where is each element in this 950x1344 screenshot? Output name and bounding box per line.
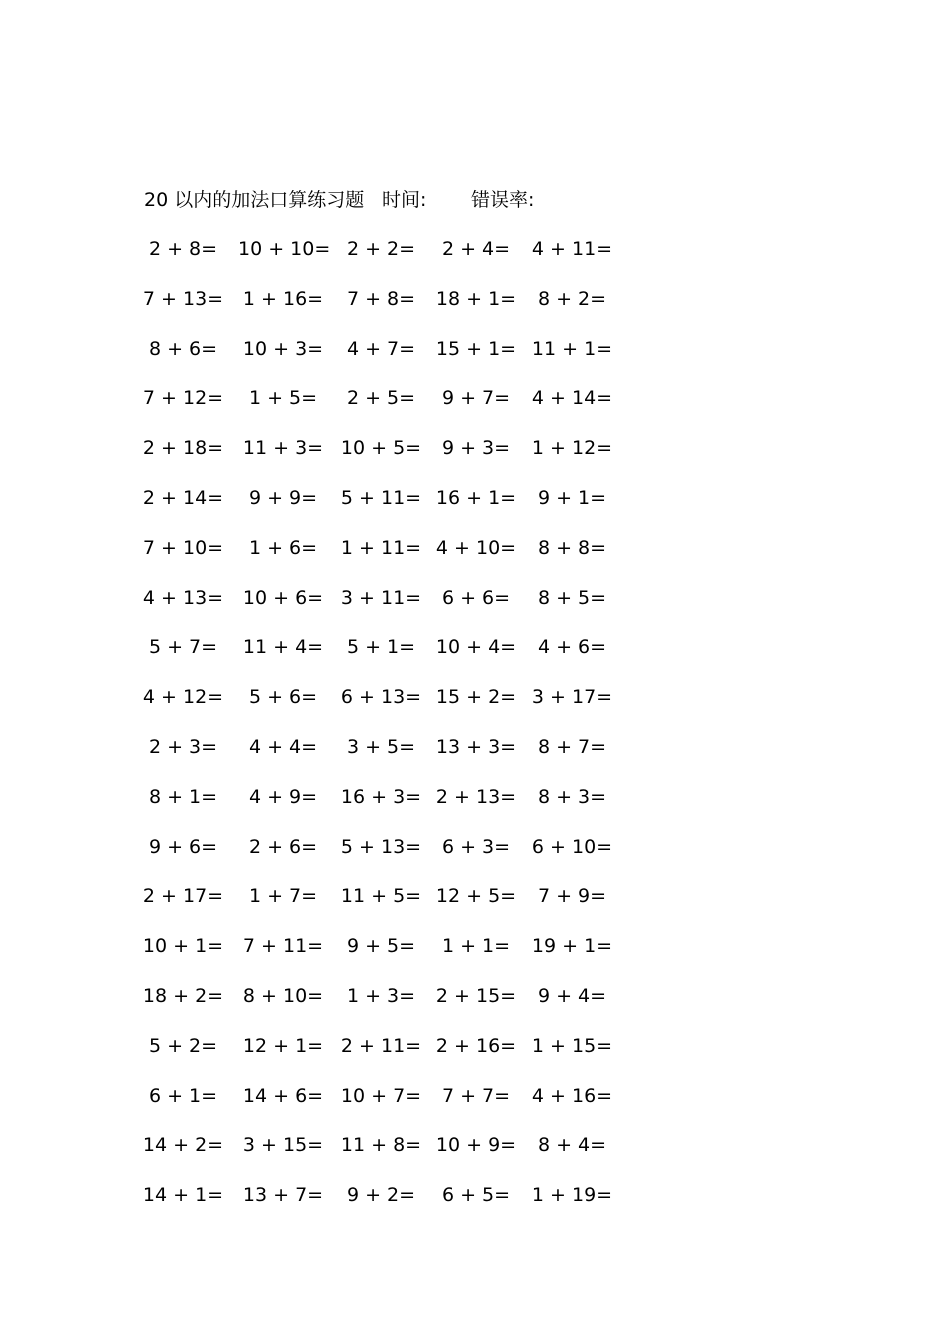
addition-problem: 19 + 1= bbox=[531, 935, 613, 958]
addition-problem: 2 + 2= bbox=[346, 238, 416, 260]
addition-problem: 15 + 1= bbox=[435, 337, 517, 360]
addition-problem: 9 + 9= bbox=[248, 487, 318, 509]
addition-problem: 4 + 10= bbox=[435, 536, 517, 559]
addition-problem: 9 + 5= bbox=[346, 935, 416, 958]
addition-problem: 13 + 7= bbox=[242, 1184, 324, 1207]
addition-problem: 8 + 4= bbox=[537, 1134, 607, 1157]
addition-problem: 13 + 3= bbox=[435, 736, 517, 758]
addition-problem: 4 + 11= bbox=[531, 238, 613, 260]
addition-problem: 3 + 11= bbox=[340, 586, 422, 609]
addition-problem: 6 + 5= bbox=[441, 1184, 511, 1207]
addition-problem: 6 + 3= bbox=[441, 835, 511, 858]
addition-problem: 5 + 2= bbox=[148, 1034, 218, 1057]
addition-problem: 8 + 8= bbox=[537, 536, 607, 559]
addition-problem: 9 + 6= bbox=[148, 835, 218, 858]
addition-problem: 6 + 13= bbox=[340, 686, 422, 709]
addition-problem: 14 + 2= bbox=[142, 1134, 224, 1157]
addition-problem: 11 + 8= bbox=[340, 1134, 422, 1157]
addition-problem: 18 + 1= bbox=[435, 287, 517, 310]
addition-problem: 5 + 6= bbox=[248, 686, 318, 709]
addition-problem: 1 + 15= bbox=[531, 1034, 613, 1057]
addition-problem: 2 + 5= bbox=[346, 387, 416, 410]
addition-problem: 4 + 16= bbox=[531, 1084, 613, 1107]
addition-problem: 5 + 11= bbox=[340, 487, 422, 509]
addition-problem: 8 + 6= bbox=[148, 337, 218, 360]
worksheet-title: 20 以内的加法口算练习题 bbox=[144, 189, 365, 211]
addition-problem: 1 + 7= bbox=[248, 885, 318, 908]
addition-problem: 1 + 12= bbox=[531, 437, 613, 460]
addition-problem: 2 + 18= bbox=[142, 437, 224, 460]
addition-problem: 9 + 4= bbox=[537, 985, 607, 1007]
addition-problem: 10 + 4= bbox=[435, 636, 517, 659]
addition-problem: 8 + 2= bbox=[537, 287, 607, 310]
addition-problem: 6 + 1= bbox=[148, 1084, 218, 1107]
addition-problem: 7 + 13= bbox=[142, 287, 224, 310]
addition-problem: 16 + 1= bbox=[435, 487, 517, 509]
addition-problem: 2 + 17= bbox=[142, 885, 224, 908]
addition-problem: 4 + 14= bbox=[531, 387, 613, 410]
addition-problem: 7 + 9= bbox=[537, 885, 607, 908]
addition-problem: 15 + 2= bbox=[435, 686, 517, 709]
addition-problem: 9 + 1= bbox=[537, 487, 607, 509]
addition-problem: 4 + 6= bbox=[537, 636, 607, 659]
addition-problem: 7 + 11= bbox=[242, 935, 324, 958]
addition-problem: 10 + 9= bbox=[435, 1134, 517, 1157]
addition-problem: 2 + 6= bbox=[248, 835, 318, 858]
addition-problem: 4 + 7= bbox=[346, 337, 416, 360]
addition-problem: 2 + 13= bbox=[435, 785, 517, 808]
addition-problem: 1 + 3= bbox=[346, 985, 416, 1007]
addition-problem: 7 + 12= bbox=[142, 387, 224, 410]
addition-problem: 14 + 6= bbox=[242, 1084, 324, 1107]
addition-problem: 18 + 2= bbox=[142, 985, 224, 1007]
addition-problem: 1 + 11= bbox=[340, 536, 422, 559]
addition-problem: 12 + 5= bbox=[435, 885, 517, 908]
addition-problem: 10 + 1= bbox=[142, 935, 224, 958]
addition-problem: 2 + 15= bbox=[435, 985, 517, 1007]
addition-problem: 1 + 6= bbox=[248, 536, 318, 559]
addition-problem: 2 + 3= bbox=[148, 736, 218, 758]
addition-problem: 7 + 8= bbox=[346, 287, 416, 310]
addition-problem: 9 + 3= bbox=[441, 437, 511, 460]
addition-problem: 8 + 7= bbox=[537, 736, 607, 758]
addition-problem: 4 + 13= bbox=[142, 586, 224, 609]
addition-problem: 4 + 12= bbox=[142, 686, 224, 709]
addition-problem: 8 + 5= bbox=[537, 586, 607, 609]
addition-problem: 5 + 7= bbox=[148, 636, 218, 659]
addition-problem: 3 + 17= bbox=[531, 686, 613, 709]
addition-problem: 4 + 9= bbox=[248, 785, 318, 808]
addition-problem: 4 + 4= bbox=[248, 736, 318, 758]
addition-problem: 9 + 2= bbox=[346, 1184, 416, 1207]
addition-problem: 11 + 1= bbox=[531, 337, 613, 360]
addition-problem: 11 + 5= bbox=[340, 885, 422, 908]
addition-problem: 8 + 3= bbox=[537, 785, 607, 808]
addition-problem: 1 + 5= bbox=[248, 387, 318, 410]
addition-problem: 2 + 8= bbox=[148, 238, 218, 260]
addition-problem: 1 + 16= bbox=[242, 287, 324, 310]
time-label: 时间: bbox=[382, 189, 427, 211]
addition-problem: 2 + 11= bbox=[340, 1034, 422, 1057]
addition-problem: 10 + 6= bbox=[242, 586, 324, 609]
addition-problem: 2 + 16= bbox=[435, 1034, 517, 1057]
addition-problem: 14 + 1= bbox=[142, 1184, 224, 1207]
addition-problem: 10 + 3= bbox=[242, 337, 324, 360]
addition-problem: 8 + 10= bbox=[242, 985, 324, 1007]
error-rate-label: 错误率: bbox=[471, 189, 535, 211]
addition-problem: 1 + 1= bbox=[441, 935, 511, 958]
addition-problem: 10 + 5= bbox=[340, 437, 422, 460]
addition-problem: 8 + 1= bbox=[148, 785, 218, 808]
addition-problem: 11 + 3= bbox=[242, 437, 324, 460]
addition-problem: 10 + 7= bbox=[340, 1084, 422, 1107]
addition-problem: 12 + 1= bbox=[242, 1034, 324, 1057]
addition-problem: 3 + 5= bbox=[346, 736, 416, 758]
addition-problem: 2 + 14= bbox=[142, 487, 224, 509]
addition-problem: 5 + 1= bbox=[346, 636, 416, 659]
addition-problem: 9 + 7= bbox=[441, 387, 511, 410]
addition-problem: 10 + 10= bbox=[238, 238, 331, 260]
addition-problem: 7 + 10= bbox=[142, 536, 224, 559]
addition-problem: 7 + 7= bbox=[441, 1084, 511, 1107]
addition-problem: 5 + 13= bbox=[340, 835, 422, 858]
addition-problem: 3 + 15= bbox=[242, 1134, 324, 1157]
addition-problem: 16 + 3= bbox=[340, 785, 422, 808]
addition-problem: 6 + 6= bbox=[441, 586, 511, 609]
addition-problem: 2 + 4= bbox=[441, 238, 511, 260]
addition-problem: 11 + 4= bbox=[242, 636, 324, 659]
addition-problem: 6 + 10= bbox=[531, 835, 613, 858]
addition-problem: 1 + 19= bbox=[531, 1184, 613, 1207]
